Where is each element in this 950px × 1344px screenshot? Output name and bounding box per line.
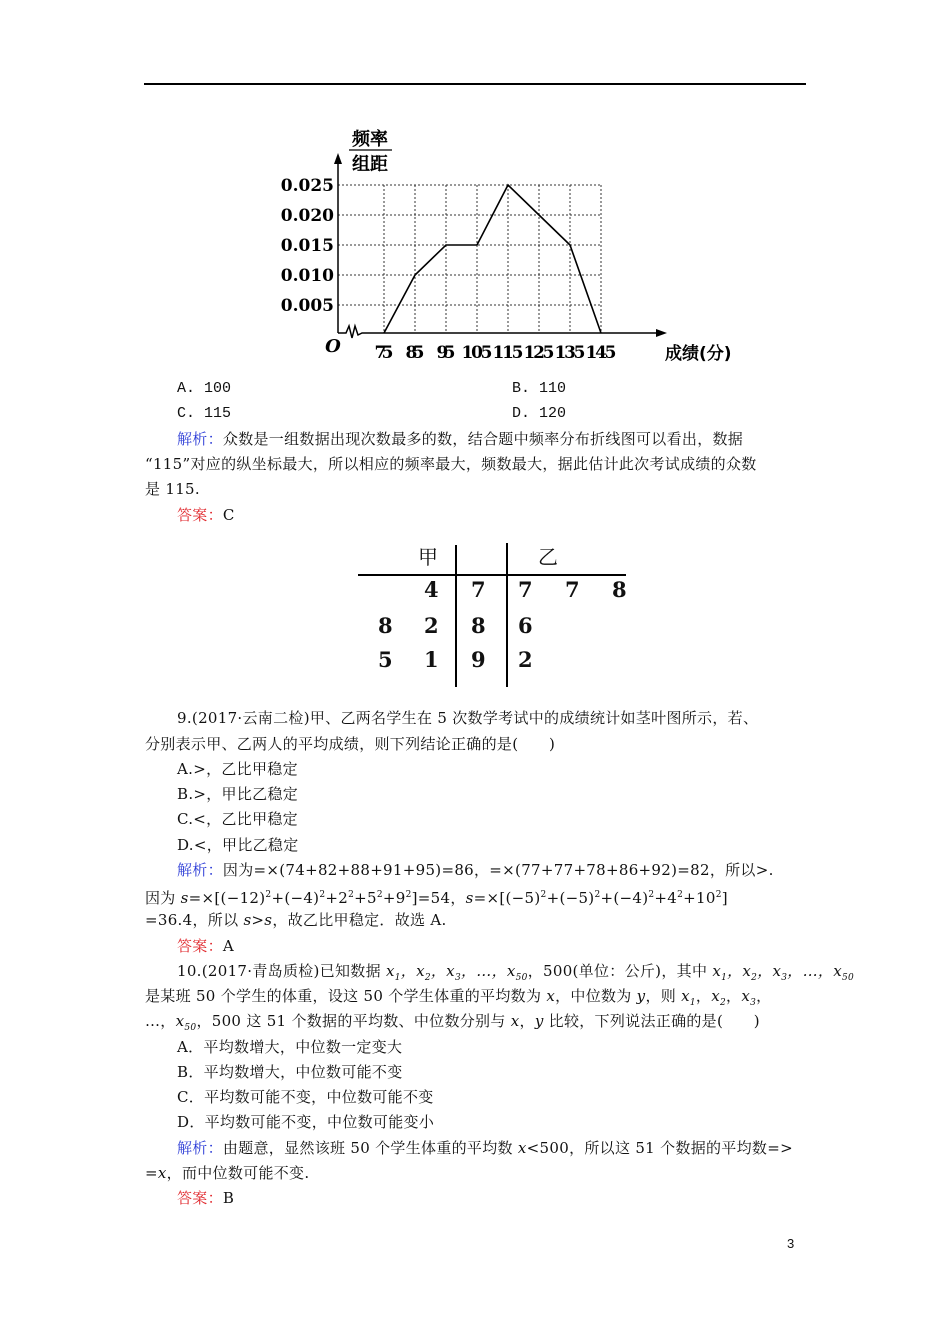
leaf-cell: 2 xyxy=(518,647,533,672)
frequency-polygon-chart xyxy=(0,0,950,380)
q10-stem-line3: …，$x_{50}$，500 这 51 个数据的平均数、中位数分别与 x，y 比较，下列说法正确的是( ) xyxy=(145,1012,760,1033)
stem-divider-left xyxy=(455,545,457,687)
q10-stem-line1: 10.(2017·青岛质检)已知数据 $x_1$，$x_2$，$x_3$，…，$x_{50}$，500(单位：公斤)，其中 $x_1$，$x_2$，$x_3$，…，$x_{50}$ xyxy=(177,962,855,983)
leaf-cell: 6 xyxy=(518,613,533,638)
answer-label: 答案： xyxy=(177,506,223,524)
q10-option-a: A．平均数增大，中位数一定变大 xyxy=(177,1038,403,1056)
origin-label: O xyxy=(325,336,341,357)
q9-option-a: A.>，乙比甲稳定 xyxy=(177,760,298,778)
leaf-cell: 1 xyxy=(424,647,439,672)
y-axis-label-numerator: 频率 xyxy=(352,129,388,150)
svg-text:125: 125 xyxy=(523,343,555,363)
leaf-cell: 8 xyxy=(612,577,627,602)
leaf-cell: 8 xyxy=(378,613,393,638)
answer-label: 答案： xyxy=(177,937,223,955)
header-yi: 乙 xyxy=(538,545,558,569)
leaf-cell: 2 xyxy=(424,613,439,638)
q10-option-d: D．平均数可能不变，中位数可能变小 xyxy=(177,1113,435,1131)
svg-text:95: 95 xyxy=(436,343,456,363)
page-number: 3 xyxy=(787,1236,795,1251)
analysis-label: 解析： xyxy=(177,861,223,879)
svg-text:75: 75 xyxy=(374,343,394,363)
q9-analysis-line3: =36.4，所以 s>s，故乙比甲稳定．故选 A. xyxy=(145,911,447,929)
q8-option-d: D. 120 xyxy=(512,405,567,422)
leaf-cell: 4 xyxy=(424,577,439,602)
analysis-label: 解析： xyxy=(177,430,223,448)
q8-analysis-line2: “115”对应的纵坐标最大，所以相应的频率最大，频数最大，据此估计此次考试成绩的众数 xyxy=(145,455,757,473)
q10-stem-line2: 是某班 50 个学生的体重，设这 50 个学生体重的平均数为 x，中位数为 y，则 $x_1$，$x_2$，$x_3$， xyxy=(145,987,772,1008)
svg-text:145: 145 xyxy=(585,343,617,363)
q9-stem-line2: 分别表示甲、乙两人的平均成绩，则下列结论正确的是( ) xyxy=(145,735,556,753)
leaf-cell: 7 xyxy=(565,577,580,602)
q10-option-b: B．平均数增大，中位数可能不变 xyxy=(177,1063,403,1081)
svg-text:115: 115 xyxy=(492,343,524,363)
q9-option-c: C.<，乙比甲稳定 xyxy=(177,810,298,828)
q10-answer: 答案：B xyxy=(177,1189,235,1207)
header-divider xyxy=(358,574,626,576)
q8-answer: 答案：C xyxy=(177,506,235,524)
x-axis-label: 成绩(分) xyxy=(665,344,732,364)
q8-option-c: C. 115 xyxy=(177,405,232,422)
q10-analysis-line1: 解析：由题意，显然该班 50 个学生体重的平均数 x<500，所以这 51 个数据的平均数=> xyxy=(177,1139,793,1157)
stem-divider-right xyxy=(506,543,508,687)
stem-cell: 9 xyxy=(471,647,486,672)
x-axis-arrow-icon xyxy=(656,329,667,337)
stem-leaf-plot xyxy=(340,535,640,695)
q8-analysis-line3: 是 115. xyxy=(145,480,200,498)
answer-label: 答案： xyxy=(177,1189,223,1207)
analysis-label: 解析： xyxy=(177,1139,223,1157)
y-axis-label-denominator: 组距 xyxy=(352,154,388,175)
q9-stem-line1: 9.(2017·云南二检)甲、乙两名学生在 5 次数学考试中的成绩统计如茎叶图所示，若、 xyxy=(177,709,759,727)
svg-text:0.025: 0.025 xyxy=(280,176,334,196)
q8-option-a: A. 100 xyxy=(177,380,232,397)
svg-text:85: 85 xyxy=(405,343,425,363)
q9-option-b: B.>，甲比乙稳定 xyxy=(177,785,299,803)
svg-text:0.015: 0.015 xyxy=(280,236,334,256)
q9-answer: 答案：A xyxy=(177,937,235,955)
header-jia: 甲 xyxy=(418,545,438,569)
q10-option-c: C．平均数可能不变，中位数可能不变 xyxy=(177,1088,434,1106)
svg-text:0.005: 0.005 xyxy=(280,296,334,316)
q8-analysis-line1: 解析：众数是一组数据出现次数最多的数，结合题中频率分布折线图可以看出，数据 xyxy=(177,430,744,448)
q10-analysis-line2: =x，而中位数可能不变. xyxy=(145,1164,310,1182)
y-axis-arrow-icon xyxy=(334,153,342,164)
svg-text:105: 105 xyxy=(461,343,493,363)
svg-text:0.020: 0.020 xyxy=(280,206,334,226)
leaf-cell: 7 xyxy=(518,577,533,602)
stem-cell: 8 xyxy=(471,613,486,638)
q9-analysis-line2: 因为 $s=\times[(-12)^2+(-4)^2+2^2+5^2+9^2]=54$，$s=\times[(-5)^2+(-5)^2+(-4)^2+4^2+10^2]$ xyxy=(145,889,728,907)
svg-text:0.010: 0.010 xyxy=(280,266,334,286)
q9-option-d: D.<，甲比乙稳定 xyxy=(177,836,299,854)
stem-cell: 7 xyxy=(471,577,486,602)
q9-analysis-line1: 解析：因为=×(74+82+88+91+95)=86，=×(77+77+78+86+92)=82，所以>. xyxy=(177,861,774,879)
svg-text:135: 135 xyxy=(554,343,586,363)
q8-option-b: B. 110 xyxy=(512,380,567,397)
leaf-cell: 5 xyxy=(378,647,393,672)
